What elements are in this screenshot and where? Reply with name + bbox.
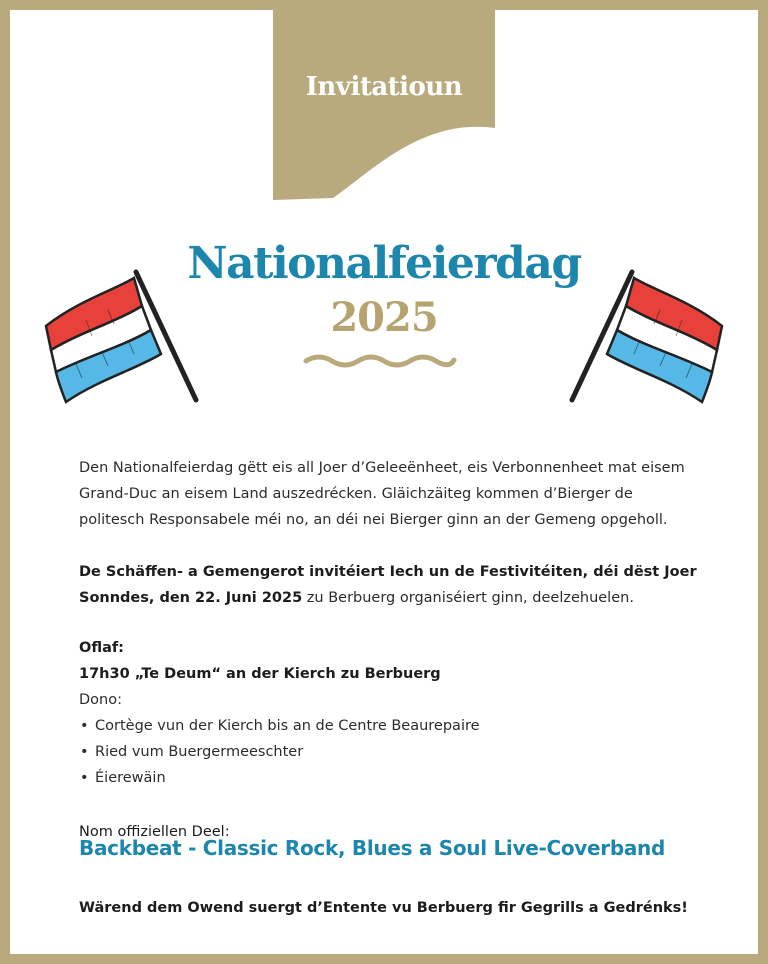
banner-title: Invitatioun [305,72,463,102]
intro-paragraph: Den Nationalfeierdag gëtt eis all Joer d’Geleeënheet, eis Verbonnenheet mat eisem Grand-Duc an eisem Land auszedrécken. Gläichzäiteg kommen d’Bierger de politesch Responsabele méi no, an déi nei Bierger ginn an der Gemeng opgeholl. [79,460,685,528]
program-list-item: • Ried vum Buergermeeschter [79,739,699,765]
program-section [79,635,699,791]
closing-note: Wärend dem Owend suergt d’Entente vu Berbuerg fir Gegrills a Gedrénks! [79,900,688,916]
event-date: Sonndes, den 22. Juni 2025 [79,590,303,606]
program-list-item: • Éierewäin [79,765,699,791]
banner-ribbon [273,10,495,200]
invitation-lead: De Schäffen- a Gemengerot invitéiert Iech un de Festivitéiten, déi dëst Joer [79,564,697,580]
invitation-paragraph [79,559,699,611]
luxembourg-flag-icon [36,260,206,410]
event-title: Nationalfeierdag [187,238,581,289]
program-first-item: 17h30 „Te Deum“ an der Kierch zu Berbuerg [79,666,441,682]
wave-divider [302,352,458,370]
event-year: 2025 [330,294,438,341]
luxembourg-flag-icon [562,260,732,410]
program-then-label: Dono: [79,692,122,708]
invitation-rest: zu Berbuerg organiséiert ginn, deelzehuelen. [302,590,634,606]
band-name: Backbeat - Classic Rock, Blues a Soul Live-Coverband [79,836,666,860]
program-list-item: • Cortège vun der Kierch bis an de Centre Beaurepaire [79,713,699,739]
official-part-label: Nom offiziellen Deel: [79,824,230,840]
program-heading: Oflaf: [79,640,124,656]
program-list [79,713,699,791]
invitation-card [10,10,758,954]
